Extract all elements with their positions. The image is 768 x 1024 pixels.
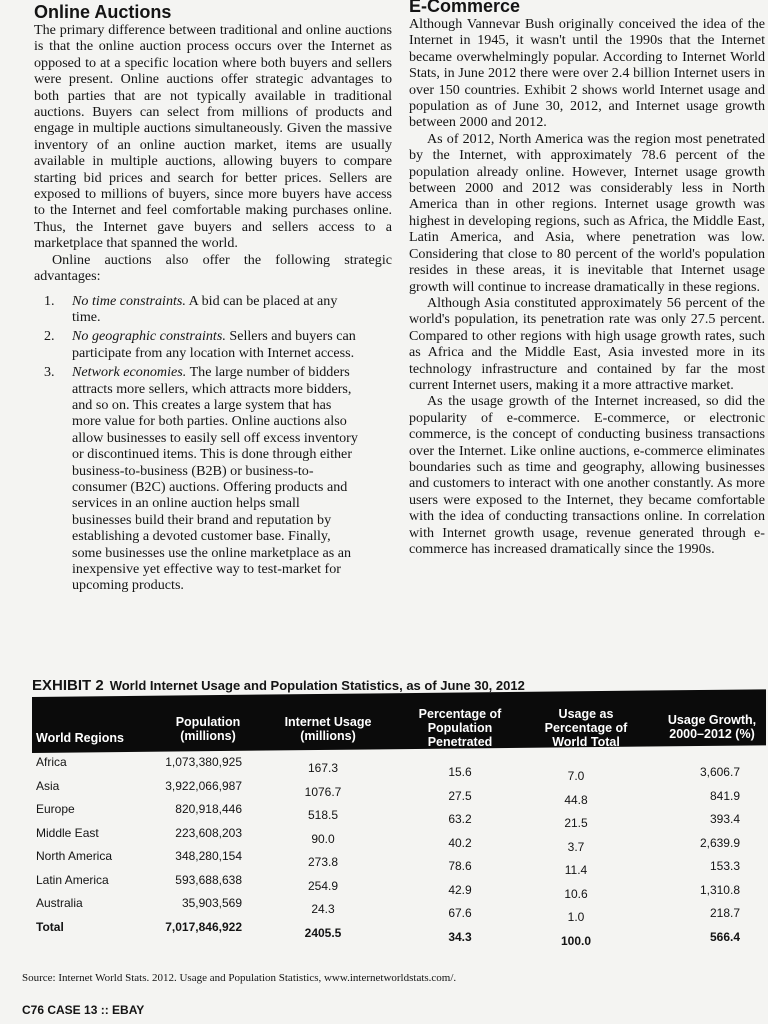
table-cell-penetration: 27.5 xyxy=(448,788,472,803)
table-cell-region: Africa xyxy=(36,755,67,769)
table-cell-usage: 167.3 xyxy=(307,761,339,775)
online-auctions-paragraph-1: The primary difference between traditional and online auctions is that the online auction process occurs over the Internet as opposed to at a specific location where both buyers and sellers were present. Online auctions offer strategic advantages to both parties that are not typically available in traditional auctions. Buyers can select from millions of products and engage in multiple auctions simultaneously. Given the massive inventory of an online auction market, items are usually available in multiple auctions, allowing buyers to compare starting bid prices and search for better prices. Sellers are exposed to millions of buyers, since more buyers have access to the Internet and feel comfortable making purchases online. Thus, the Internet gave buyers and sellers access to a marketplace that spanned the world. xyxy=(34,22,392,252)
table-cell-penetration: 42.9 xyxy=(448,882,472,897)
ecommerce-paragraph-3: Although Asia constituted approximately 56 percent of the world's population, its penetration rate was only 27.5 percent. Compared to other regions with high usage growth rates, such as Africa and the Middle East, Asia invested more in its technology infrastructure and contained by far the most current Internet users, making it a more attractive market. xyxy=(409,294,765,393)
table-cell-share: 100.0 xyxy=(560,933,592,948)
exhibit-source: Source: Internet World Stats. 2012. Usage and Population Statistics, www.internetworldstats.com/. xyxy=(22,972,457,984)
table-cell-population: 223,608,203 xyxy=(175,825,242,840)
table-cell-population: 348,280,154 xyxy=(175,849,242,863)
exhibit-table xyxy=(32,677,766,948)
list-item: 2. No geographic constraints. Sellers and buyers can participate from any location with Internet access. xyxy=(44,328,356,361)
header-world-regions: World Regions xyxy=(36,731,124,745)
table-cell-growth: 1,310.8 xyxy=(699,882,740,897)
table-cell-growth: 2,639.9 xyxy=(699,835,740,850)
header-population: Population (millions) xyxy=(175,715,241,743)
table-cell-region: Middle East xyxy=(36,825,99,840)
table-cell-usage: 254.9 xyxy=(307,878,339,893)
table-cell-growth: 218.7 xyxy=(709,906,740,920)
table-cell-penetration: 34.3 xyxy=(448,929,472,944)
table-cell-region: Total xyxy=(36,919,64,934)
table-cell-population: 1,073,380,925 xyxy=(165,755,242,769)
list-item: 3. Network economies. The large number of bidders attracts more sellers, which attracts more bidders, and so on. This creates a large system that has more value for both parties. Online auctions also allow businesses to easily sell off excess inventory or discontinued items. This is done through either business-to-business (B2B) or business-to-consumer (B2C) auctions. Offering products and services in an online auction helps small businesses build their brand and reputation by establishing a devoted customer base. Finally, some businesses use the online marketplace as an inexpensive yet effective way to test-market for upcoming products. xyxy=(44,364,358,594)
table-cell-share: 44.8 xyxy=(564,792,588,807)
online-auctions-paragraph-2: Online auctions also offer the following strategic advantages: xyxy=(34,251,392,285)
table-cell-region: Australia xyxy=(36,896,83,910)
table-cell-usage: 90.0 xyxy=(311,831,335,846)
table-cell-share: 3.7 xyxy=(567,839,585,854)
table-cell-growth: 841.9 xyxy=(709,788,740,803)
advantages-list xyxy=(34,293,392,594)
table-cell-share: 21.5 xyxy=(564,816,588,830)
table-cell-growth: 153.3 xyxy=(709,859,740,873)
table-cell-penetration: 67.6 xyxy=(448,906,472,920)
table-cell-share: 7.0 xyxy=(567,769,585,783)
page-footer: C76 CASE 13 :: EBAY xyxy=(22,1003,145,1017)
ecommerce-paragraph-2: As of 2012, North America was the region most penetrated by the Internet, with approximately 78.6 percent of the population already online. However, Internet usage growth between 2000 and 2012 was considerably less in North America than in other regions. Internet usage growth was highest in developing regions, such as Africa, the Middle East, Latin America, and Asia, where penetration was low. Considering that close to 80 percent of the world's population resides in these areas, it is inevitable that Internet usage growth will continue to increase dramatically in these regions. xyxy=(409,130,765,295)
table-cell-penetration: 40.2 xyxy=(448,835,472,850)
ecommerce-heading: E-Commerce xyxy=(409,0,521,16)
table-cell-share: 1.0 xyxy=(567,910,585,924)
table-cell-penetration: 78.6 xyxy=(448,859,472,873)
header-usage-share: Usage as Percentage of World Total xyxy=(544,707,628,749)
table-cell-growth: 566.4 xyxy=(709,929,740,944)
table-cell-usage: 24.3 xyxy=(311,902,335,916)
table-cell-share: 10.6 xyxy=(564,886,588,901)
table-cell-population: 593,688,638 xyxy=(175,872,242,887)
table-cell-region: Latin America xyxy=(36,872,109,887)
table-cell-population: 3,922,066,987 xyxy=(165,778,242,793)
table-cell-usage: 518.5 xyxy=(307,808,339,822)
table-cell-usage: 273.8 xyxy=(307,855,339,869)
ecommerce-paragraph-4: As the usage growth of the Internet increased, so did the popularity of e-commerce. E-commerce, or electronic commerce, is the concept of conducting business transactions over the Internet. Like online auctions, e-commerce eliminates boundaries such as time and geography, allowing businesses and customers to interact with one another constantly. As more users were exposed to the Internet, they became comfortable with the idea of conducting transactions online. In correlation with Internet growth usage, revenue generated through e-commerce has increased dramatically since the 1990s. xyxy=(409,393,765,557)
list-item: 1. No time constraints. A bid can be placed at any time. xyxy=(44,292,338,325)
table-cell-usage: 1076.7 xyxy=(304,784,342,799)
left-column xyxy=(34,0,392,597)
online-auctions-heading: Online Auctions xyxy=(34,2,172,22)
header-internet-usage: Internet Usage (millions) xyxy=(284,715,372,743)
right-column xyxy=(409,0,765,557)
table-cell-penetration: 15.6 xyxy=(448,765,472,779)
table-cell-growth: 3,606.7 xyxy=(699,765,740,779)
table-cell-region: Europe xyxy=(36,802,75,816)
header-usage-growth: Usage Growth, 2000–2012 (%) xyxy=(667,713,757,741)
table-cell-share: 11.4 xyxy=(564,863,588,877)
exhibit-title: EXHIBIT 2 World Internet Usage and Population Statistics, as of June 30, 2012 xyxy=(32,677,525,694)
table-cell-population: 820,918,446 xyxy=(175,802,242,816)
table-cell-growth: 393.4 xyxy=(709,812,740,826)
table-cell-population: 35,903,569 xyxy=(181,896,242,910)
table-cell-penetration: 63.2 xyxy=(448,812,472,826)
table-cell-usage: 2405.5 xyxy=(304,925,342,940)
header-penetration: Percentage of Population Penetrated xyxy=(418,707,502,749)
table-cell-population: 7,017,846,922 xyxy=(165,919,242,934)
table-cell-region: North America xyxy=(36,849,113,863)
table-cell-region: Asia xyxy=(36,778,60,793)
ecommerce-paragraph-1: Although Vannevar Bush originally conceived the idea of the Internet in 1945, it wasn't until the 1990s that the Internet became overwhelmingly popular. According to Internet World Stats, in June 2012 there were over 2.4 billion Internet users in over 150 countries. Exhibit 2 shows world Internet usage and population as of June 30, 2012, and Internet usage growth between 2000 and 2012. xyxy=(409,16,765,131)
